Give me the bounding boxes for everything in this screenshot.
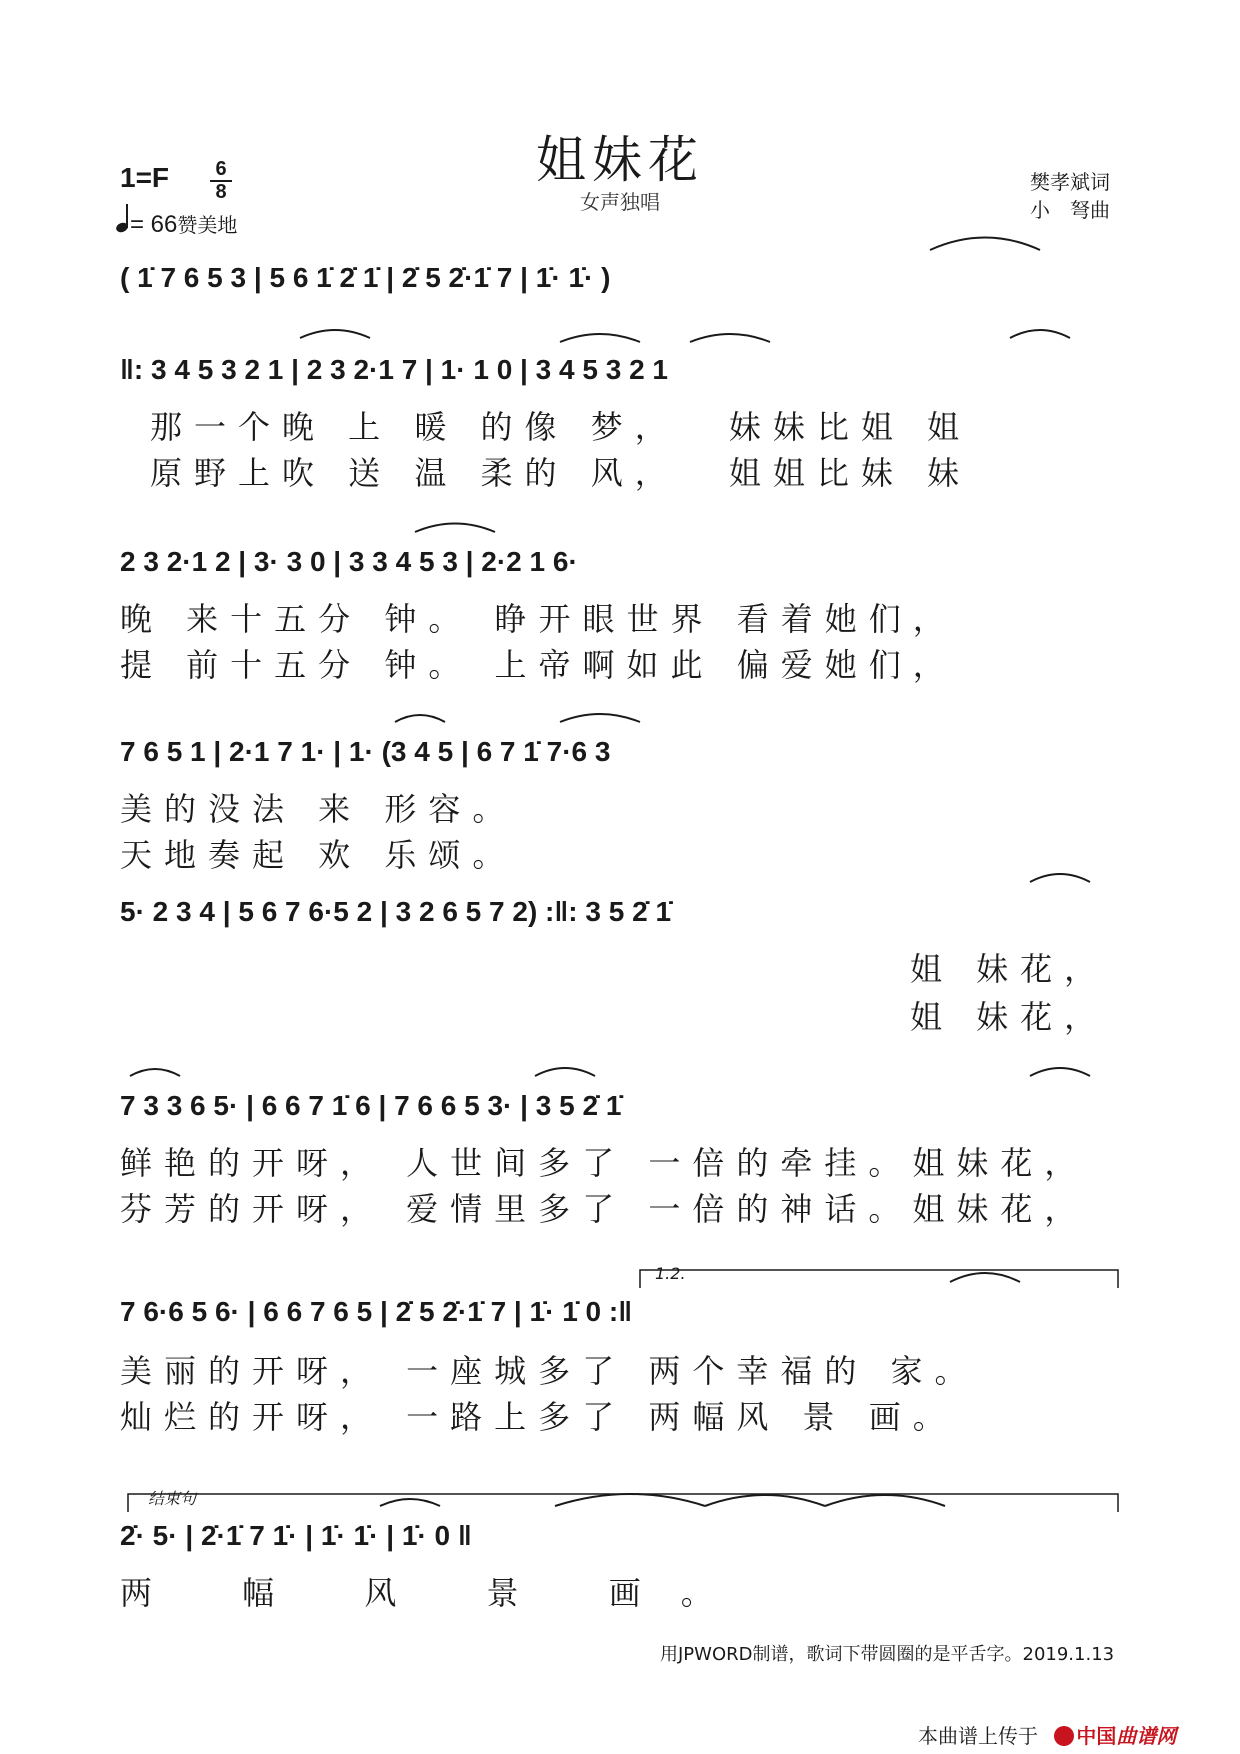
tie [1030, 874, 1090, 882]
notation-line: 7 6·6 5 6· | 6 6 7 6 5 | 2̇ 5 2̇·1̇ 7 | 1̇· 1̇ 0 :‖ [120, 1296, 633, 1327]
tie [560, 334, 640, 342]
notation-line: 7 3 3 6 5· | 6 6 7 1̇ 6 | 7 6 6 5 3· | 3 5 2̇ 1̇ [120, 1090, 622, 1121]
lyric-verse-2: 姐 妹花， [910, 998, 1109, 1036]
song-title: 姐妹花 [536, 131, 704, 189]
lyric-verse-1: 两 幅 风 景 画。 [120, 1574, 753, 1612]
lyric-verse-2: 提 前十五分 钟。 上帝啊如此 偏爱她们， [120, 646, 957, 684]
composer: 小 弩曲 [1030, 198, 1110, 222]
site-name-part-1: 中国 [1076, 1724, 1117, 1748]
performance-type: 女声独唱 [580, 190, 660, 214]
tie [930, 238, 1040, 251]
key-signature: 1=F [120, 162, 170, 193]
tempo-expression: 赞美地 [177, 215, 238, 237]
upload-text: 本曲谱上传于 [918, 1724, 1038, 1748]
tie [690, 334, 770, 342]
lyric-verse-1: 鲜艳的开呀， 人世间多了 一倍的牵挂。姐妹花， [120, 1144, 1089, 1182]
tie [395, 715, 445, 722]
tie [560, 714, 640, 722]
lyric-verse-1: 晚 来十五分 钟。 睁开眼世界 看着她们， [120, 600, 957, 638]
volta-label: 结束句 [148, 1489, 197, 1508]
lyricist: 樊孝斌词 [1030, 170, 1110, 194]
tie [705, 1495, 825, 1506]
lyric-verse-2: 天地奏起 欢 乐颂。 [120, 836, 517, 874]
notation-line: 2 3 2·1 2 | 3· 3 0 | 3 3 4 5 3 | 2·2 1 6· [120, 546, 578, 577]
notation-line: 7 6 5 1 | 2·1 7 1· | 1· (3 4 5 | 6 7 1̇ 7·6 3 [120, 736, 611, 767]
tie [380, 1499, 440, 1506]
lyric-verse-1: 美丽的开呀， 一座城多了 两个幸福的 家。 [120, 1352, 979, 1390]
tie [555, 1494, 705, 1506]
tie [1010, 330, 1070, 338]
tie [535, 1068, 595, 1076]
tie [825, 1495, 945, 1506]
upload-credit [918, 1720, 1176, 1749]
notation-line: 5· 2 3 4 | 5 6 7 6·5 2 | 3 2 6 5 7 2) :‖: 3 5 2̇ 1̇ [120, 896, 672, 927]
tempo-value: = 66 [130, 211, 178, 238]
time-signature-top: 6 [215, 158, 227, 180]
volta-bracket [640, 1270, 1118, 1288]
notation-line: ‖: 3 4 5 3 2 1 | 2 3 2·1 7 | 1· 1 0 | 3 4 5 3 2 1 [120, 354, 668, 385]
site-name-part-2: 曲谱网 [1116, 1724, 1177, 1748]
lyric-verse-1: 那一个晚 上 暖 的像 梦， 妹妹比姐 姐 [150, 408, 972, 446]
lyric-verse-1: 美的没法 来 形容。 [120, 790, 517, 828]
notation-line: ( 1̇ 7 6 5 3 | 5 6 1̇ 2̇ 1̇ | 2̇ 5 2̇·1̇ 7 | 1̇· 1̇· ) [120, 262, 611, 293]
lyric-verse-1: 姐 妹花， [910, 950, 1109, 988]
site-logo[interactable] [1054, 1720, 1176, 1749]
tie [950, 1273, 1020, 1282]
tie [130, 1069, 180, 1076]
tie [1030, 1068, 1090, 1076]
footer-note: 用JPWORD制谱，歌词下带圆圈的是平舌字。2019.1.13 [660, 1644, 1115, 1665]
volta-label: 1.2. [655, 1264, 686, 1283]
volta-bracket [128, 1494, 1118, 1512]
time-signature-bottom: 8 [215, 181, 227, 203]
tie [415, 524, 495, 533]
lyric-verse-2: 灿烂的开呀， 一路上多了 两幅风 景 画。 [120, 1398, 957, 1436]
tie [300, 330, 370, 338]
lyric-verse-2: 原野上吹 送 温 柔的 风， 姐姐比妹 妹 [150, 454, 972, 492]
site-logo-icon [1054, 1726, 1074, 1746]
lyric-verse-2: 芬芳的开呀， 爱情里多了 一倍的神话。姐妹花， [120, 1190, 1089, 1228]
notation-line: 2̇· 5· | 2̇·1̇ 7 1̇· | 1̇· 1̇· | 1̇· 0 ‖ [120, 1520, 472, 1551]
